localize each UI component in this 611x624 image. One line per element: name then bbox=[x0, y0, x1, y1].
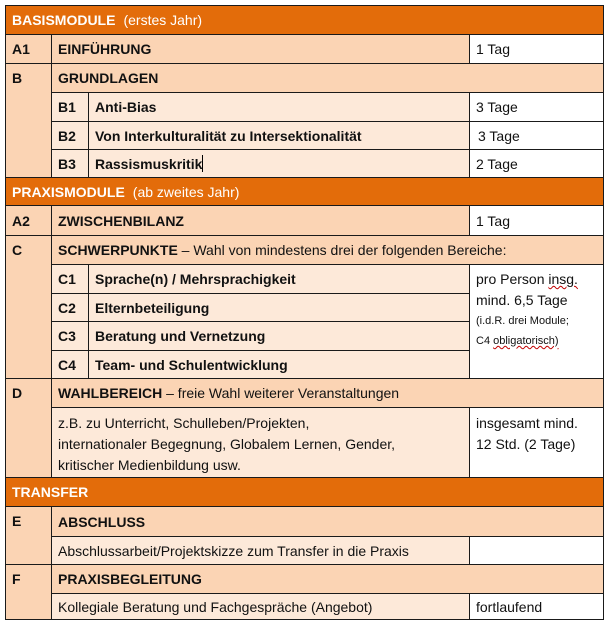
row-label-b: GRUNDLAGEN bbox=[51, 63, 603, 92]
c-value-line1-text: pro Person bbox=[476, 271, 549, 287]
row-code-b3: B3 bbox=[51, 149, 88, 177]
section-subtitle: (erstes Jahr) bbox=[123, 12, 203, 28]
row-code-b1: B1 bbox=[51, 92, 88, 121]
row-value-d bbox=[469, 407, 603, 477]
module-table bbox=[5, 5, 604, 620]
row-label-b3 bbox=[88, 149, 469, 177]
row-label-a2: ZWISCHENBILANZ bbox=[51, 206, 469, 235]
row-code-e: E bbox=[6, 507, 51, 564]
section-header-transfer bbox=[6, 477, 603, 507]
row-code-f: F bbox=[6, 564, 51, 619]
row-label-c bbox=[51, 235, 603, 264]
d-desc-line1: z.B. zu Unterricht, Schulleben/Projekten, bbox=[58, 415, 310, 431]
row-label-c-rest: – Wahl von mindestens drei der folgenden Bereiche: bbox=[177, 242, 507, 258]
d-desc-line2: internationaler Begegnung, Globalem Lernen, Gender, bbox=[58, 436, 396, 452]
section-title: TRANSFER bbox=[12, 484, 89, 500]
c-value-line1-abbr: insg. bbox=[548, 271, 578, 287]
row-code-a2: A2 bbox=[6, 206, 51, 235]
row-code-c4: C4 bbox=[51, 350, 88, 378]
row-value-b1: 3 Tage bbox=[469, 92, 603, 121]
c-value-note2-text: obligatorisch) bbox=[493, 335, 559, 347]
row-value-b3: 2 Tage bbox=[469, 149, 603, 177]
c-value-note1: (i.d.R. drei Module; bbox=[476, 315, 569, 327]
row-value-f: fortlaufend bbox=[469, 593, 603, 619]
row-label-c2: Elternbeteiligung bbox=[88, 293, 469, 321]
row-label-a1: EINFÜHRUNG bbox=[51, 35, 469, 63]
c-value-line2: mind. 6,5 Tage bbox=[476, 292, 568, 308]
row-desc-d bbox=[51, 407, 469, 477]
row-label-e: ABSCHLUSS bbox=[51, 507, 603, 536]
row-label-c1: Sprache(n) / Mehrsprachigkeit bbox=[88, 264, 469, 293]
row-code-c: C bbox=[6, 235, 51, 378]
row-label-b2: Von Interkulturalität zu Intersektionalität bbox=[88, 121, 469, 149]
c-value-note2 bbox=[476, 333, 597, 349]
row-label-f: PRAXISBEGLEITUNG bbox=[51, 564, 603, 593]
row-code-c1: C1 bbox=[51, 264, 88, 293]
row-code-b2: B2 bbox=[51, 121, 88, 149]
row-code-d: D bbox=[6, 378, 51, 477]
row-code-a1: A1 bbox=[6, 35, 51, 63]
row-value-a2: 1 Tag bbox=[469, 206, 603, 235]
row-value-b2: 3 Tage bbox=[469, 121, 603, 149]
row-label-d-title: WAHLBEREICH bbox=[58, 385, 163, 401]
row-label-c-title: SCHWERPUNKTE bbox=[58, 242, 178, 258]
row-label-c3: Beratung und Vernetzung bbox=[88, 321, 469, 350]
row-code-b: B bbox=[6, 63, 51, 177]
row-label-d-rest: – freie Wahl weiterer Veranstaltungen bbox=[162, 385, 400, 401]
row-label-c4: Team- und Schulentwicklung bbox=[88, 350, 469, 378]
row-desc-f: Kollegiale Beratung und Fachgespräche (Angebot) bbox=[51, 593, 469, 619]
row-value-a1: 1 Tag bbox=[469, 35, 603, 63]
row-desc-e: Abschlussarbeit/Projektskizze zum Transfer in die Praxis bbox=[51, 536, 469, 564]
row-value-e bbox=[469, 536, 603, 564]
section-header-basismodule bbox=[6, 6, 603, 35]
d-desc-line3: kritischer Medienbildung usw. bbox=[58, 457, 241, 473]
d-value-line1: insgesamt mind. bbox=[476, 415, 578, 431]
text-cursor bbox=[202, 155, 203, 172]
section-title: BASISMODULE bbox=[12, 12, 116, 28]
c-value-note2-code: C4 bbox=[476, 335, 494, 347]
row-code-c2: C2 bbox=[51, 293, 88, 321]
row-value-c bbox=[469, 264, 603, 378]
row-label-b3-text: Rassismuskritik bbox=[95, 155, 203, 172]
row-code-c3: C3 bbox=[51, 321, 88, 350]
row-label-b1: Anti-Bias bbox=[88, 92, 469, 121]
section-title: PRAXISMODULE bbox=[12, 183, 125, 200]
row-label-d bbox=[51, 378, 603, 407]
section-header-praxismodule bbox=[6, 177, 603, 206]
section-subtitle: (ab zweites Jahr) bbox=[132, 183, 240, 200]
c-value-line1 bbox=[476, 269, 597, 290]
d-value-line2: 12 Std. (2 Tage) bbox=[476, 436, 576, 452]
